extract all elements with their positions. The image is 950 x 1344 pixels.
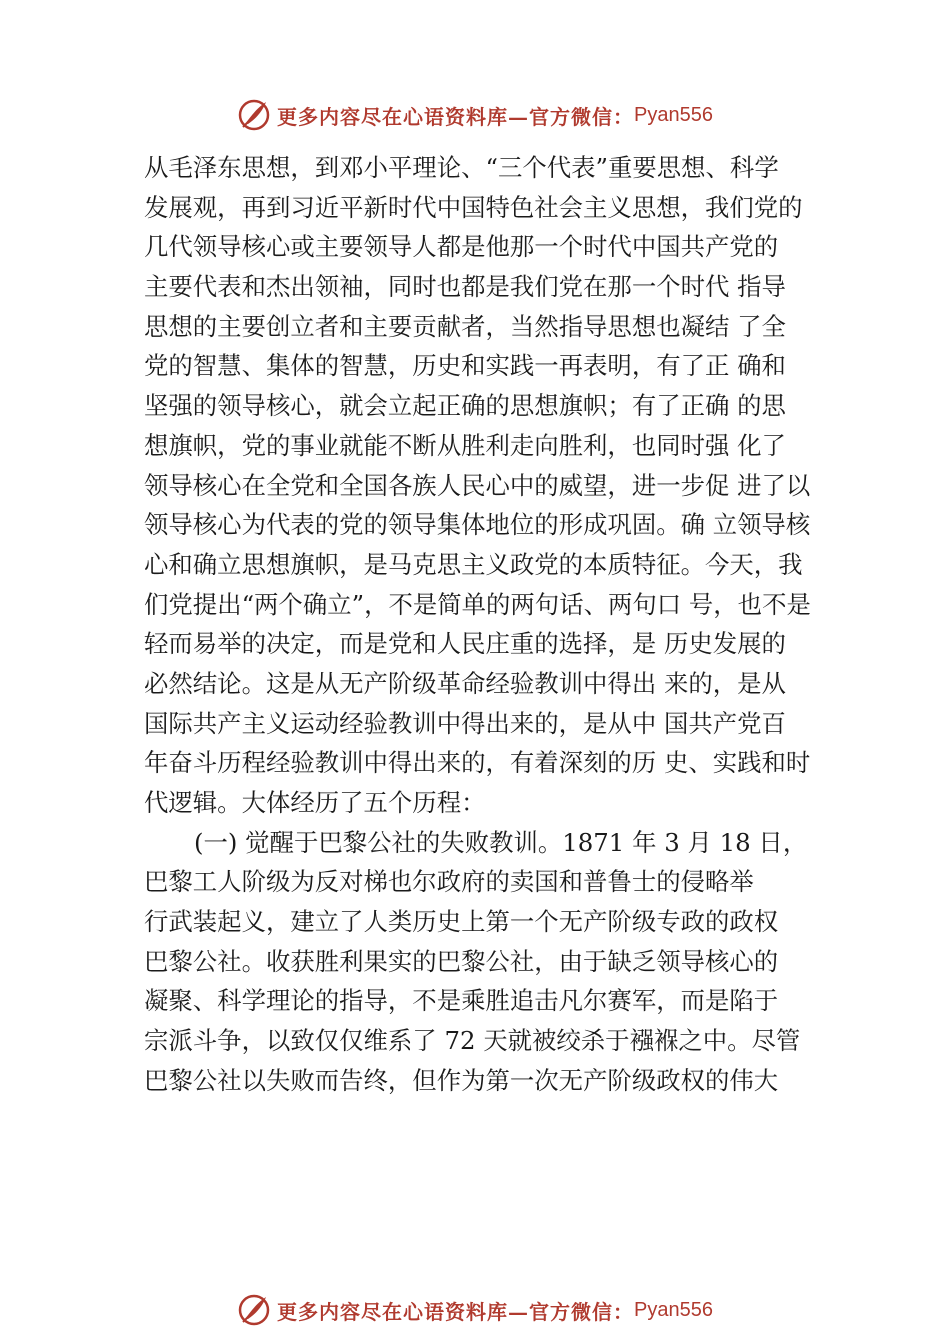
banner-wechat-id: Pyan556 — [634, 103, 713, 126]
text-line: 必然结论。这是从无产阶级革命经验教训中得出 来的，是从 — [144, 668, 786, 698]
text-line: 想旗帜，党的事业就能不断从胜利走向胜利，也同时强 化了 — [144, 430, 786, 460]
quill-pen-logo-icon — [237, 98, 271, 132]
header-banner — [0, 95, 950, 135]
text-line: 心和确立思想旗帜，是马克思主义政党的本质特征。今天，我 — [144, 549, 803, 579]
text-line: 领导核心为代表的党的领导集体地位的形成巩固。确 立领导核 — [144, 510, 811, 540]
text-line: 宗派斗争，以致仅仅维系了 72 天就被绞杀于襁褓之中。尽管 — [144, 1026, 801, 1056]
text-line: 从毛泽东思想，到邓小平理论、“三个代表”重要思想、科学 — [144, 153, 779, 182]
text-line: 们党提出“两个确立”，不是简单的两句话、两句口 号，也不是 — [144, 589, 811, 619]
text-line: 巴黎公社。收获胜利果实的巴黎公社，由于缺乏领导核心的 — [144, 946, 779, 976]
text-line: 主要代表和杰出领袖，同时也都是我们党在那一个时代 指导 — [144, 272, 786, 302]
text-line: 坚强的领导核心，就会立起正确的思想旗帜；有了正确 的思 — [144, 391, 786, 421]
section-heading-line: (一) 觉醒于巴黎公社的失败教训。1871 年 3 月 18 日， — [194, 827, 808, 857]
text-line: 凝聚、科学理论的指导，不是乘胜追击凡尔赛军，而是陷于 — [144, 986, 779, 1016]
text-line: 几代领导核心或主要领导人都是他那一个时代中国共产党的 — [144, 232, 779, 262]
text-line: 代逻辑。大体经历了五个历程： — [144, 788, 486, 817]
text-line: 巴黎工人阶级为反对梯也尔政府的卖国和普鲁士的侵略举 — [144, 867, 754, 897]
text-line: 巴黎公社以失败而告终，但作为第一次无产阶级政权的伟大 — [144, 1065, 779, 1095]
text-line: 发展观，再到习近平新时代中国特色社会主义思想，我们党的 — [144, 192, 803, 222]
banner-title: 更多内容尽在心语资料库—官方微信： — [277, 1299, 635, 1324]
quill-pen-logo-icon — [237, 1293, 271, 1327]
text-line: 党的智慧、集体的智慧，历史和实践一再表明，有了正 确和 — [144, 351, 786, 381]
banner-title: 更多内容尽在心语资料库—官方微信： — [277, 104, 635, 129]
text-line: 行武装起义，建立了人类历史上第一个无产阶级专政的政权 — [144, 907, 779, 937]
text-line: 年奋斗历程经验教训中得出来的，有着深刻的历 史、实践和时 — [144, 748, 811, 778]
banner-wechat-id: Pyan556 — [634, 1298, 713, 1321]
footer-banner — [0, 1290, 950, 1330]
text-line: 轻而易举的决定，而是党和人民庄重的选择，是 历史发展的 — [144, 629, 786, 659]
text-line: 领导核心在全党和全国各族人民心中的威望，进一步促 进了以 — [144, 470, 811, 500]
text-line: 思想的主要创立者和主要贡献者，当然指导思想也凝结 了全 — [144, 311, 786, 341]
text-line: 国际共产主义运动经验教训中得出来的，是从中 国共产党百 — [144, 708, 786, 738]
document-body — [144, 148, 836, 1101]
